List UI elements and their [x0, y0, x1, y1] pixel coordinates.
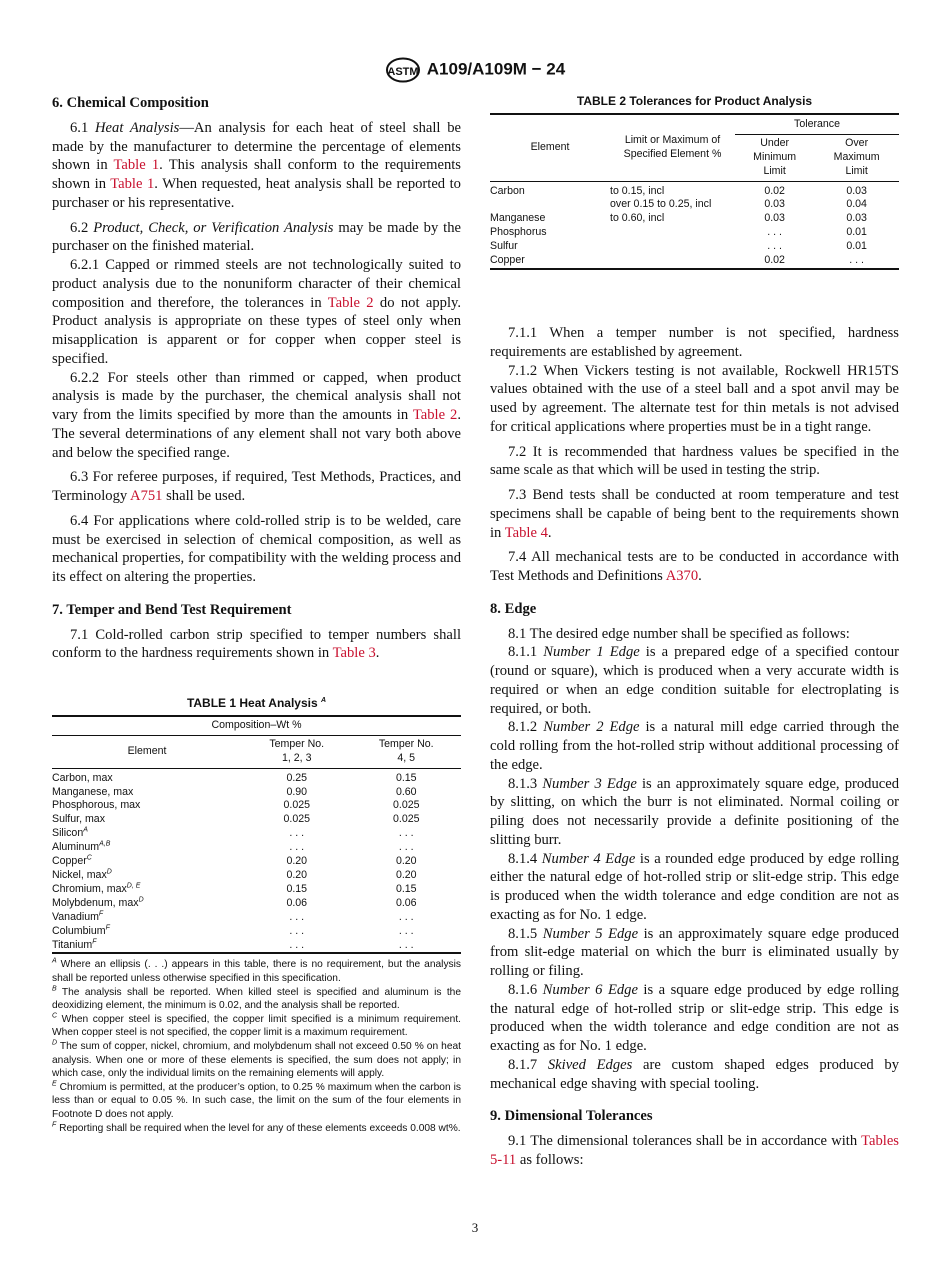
- text-run: 7. Temper and Bend Test Requirement: [52, 601, 292, 618]
- page-number: 3: [471, 1220, 479, 1235]
- footnote-mark: A: [83, 826, 88, 834]
- cell-el: Phosphorus: [490, 226, 547, 239]
- table-row: [52, 897, 461, 911]
- document-designation: A109/A109M − 24: [426, 59, 566, 79]
- cell-v1: . . .: [289, 841, 305, 854]
- table-row: [490, 254, 899, 269]
- cell-under: 0.02: [764, 254, 785, 267]
- text-run: .: [375, 645, 380, 662]
- footnote-text: The sum of copper, nickel, chromium, and molybdenum shall not exceed 0.50 % on heat analysis. When one or more of these elements is specified, the sum does not apply; in which case, only the individual limits on the remaining elements will apply.: [52, 1040, 461, 1080]
- cell-v2: . . .: [398, 938, 414, 951]
- cell-v2: . . .: [398, 924, 414, 937]
- cross-reference-link[interactable]: Tables 5-11: [490, 1133, 899, 1168]
- text-run: 8.1.7: [508, 1056, 548, 1073]
- cell-under: 0.03: [764, 212, 785, 225]
- cross-reference-link[interactable]: A370: [665, 568, 699, 584]
- svg-text:ASTM: ASTM: [387, 66, 419, 78]
- element-name: Chromium, max: [52, 882, 127, 895]
- footnote-mark: F: [105, 924, 110, 932]
- page-header: [0, 57, 950, 83]
- element-name: Manganese, max: [52, 785, 134, 798]
- text-run: are custom shaped edges produced by mechanical edge shaving with special tooling.: [490, 1056, 899, 1092]
- cell-element: [52, 939, 242, 954]
- cell-v2: 0.20: [395, 855, 417, 868]
- cell-v1: . . .: [289, 827, 305, 840]
- paragraph: [490, 1056, 899, 1094]
- paragraph: [52, 626, 461, 664]
- cell-v1: 0.90: [286, 785, 308, 798]
- element-name: Phosphorous, max: [52, 799, 141, 812]
- cell-over: 0.01: [846, 226, 867, 239]
- section-heading: [52, 94, 461, 113]
- cell-el: Carbon: [490, 184, 525, 197]
- table-1-caption: [52, 697, 461, 711]
- footnote-mark: C: [52, 1012, 58, 1020]
- col-header-temper-1-2-3: Temper No. 1, 2, 3: [242, 735, 352, 768]
- astm-logo-icon: [385, 57, 421, 83]
- table-row: [52, 827, 461, 841]
- italic-term: Heat Analysis: [95, 119, 180, 136]
- cell-v1: 0.15: [286, 882, 308, 895]
- cell-over: . . .: [849, 254, 864, 267]
- cell-el: Sulfur: [490, 240, 518, 253]
- text-run: is a natural mill edge carried through the cold rolling from the hot-rolled strip without additional processing of the edge.: [490, 719, 899, 773]
- cell-element: [52, 813, 242, 827]
- table-row: [52, 855, 461, 869]
- cell-v2: . . .: [398, 827, 414, 840]
- cell-v2: 0.20: [395, 868, 417, 881]
- element-name: Silicon: [52, 827, 84, 840]
- cell-v2: . . .: [398, 841, 414, 854]
- table-footnote: [52, 1122, 461, 1136]
- paragraph: [490, 548, 899, 586]
- cell-element: [52, 925, 242, 939]
- table-2-caption: TABLE 2 Tolerances for Product Analysis: [576, 94, 813, 108]
- footnote-mark: B: [52, 985, 57, 993]
- table-row: [52, 911, 461, 925]
- italic-term: Number 1 Edge: [543, 644, 640, 661]
- element-name: Carbon, max: [52, 771, 113, 784]
- text-run: 7.1 Cold-rolled carbon strip specified to temper numbers shall conform to the hardness requirements shown in: [52, 626, 461, 662]
- table-footnote: [52, 1040, 461, 1081]
- text-run: .: [698, 568, 702, 584]
- paragraph: [490, 925, 899, 981]
- italic-term: Number 2 Edge: [543, 719, 640, 736]
- table-1-caption-text: TABLE 1 Heat Analysis: [186, 696, 318, 710]
- cell-element: [52, 855, 242, 869]
- footnote-text: Where an ellipsis (. . .) appears in this table, there is no requirement, but the analysis shall be reported unless otherwise specified in this specification.: [52, 959, 461, 984]
- element-name: Molybdenum, max: [52, 896, 139, 909]
- section-heading: [490, 1107, 899, 1126]
- text-run: 7.1.2 When Vickers testing is not available, Rockwell HR15TS values obtained with the use of a steel ball and a spot anvil may be used by agreement. The alternate test for thin metals is not advised for critical applications where properties must be in a tight range.: [490, 362, 899, 435]
- col-header-element: Element: [52, 735, 242, 768]
- table-footnote: [52, 1013, 461, 1040]
- left-column: [52, 94, 461, 663]
- cell-v1: . . .: [289, 910, 305, 923]
- footnote-mark: D: [106, 868, 112, 876]
- text-run: 6.2: [70, 219, 94, 236]
- col-header-under: Under Minimum Limit: [735, 134, 814, 181]
- italic-term: Number 6 Edge: [542, 981, 638, 998]
- table-row: [490, 181, 899, 198]
- cell-v2: 0.15: [395, 771, 417, 784]
- cell-v2: 0.60: [395, 785, 417, 798]
- text-run: is an approximately square edge, produced by slitting, on which the burr is not eliminated. Normal coiling or piling does not necessarily provide a definite positioning of the slitting burr.: [490, 775, 899, 848]
- text-run: 8.1.1: [508, 644, 544, 661]
- text-run: 6.2.1 Capped or rimmed steels are not technologically suited to product analysis due to the nonuniform character of their chemical composition and therefore, the tolerances in: [52, 257, 461, 311]
- element-name: Titanium: [52, 938, 93, 951]
- text-run: 7.3 Bend tests shall be conducted at room temperature and test specimens shall be capable of being bent to the requirements shown in: [490, 487, 899, 541]
- element-name: Copper: [52, 855, 87, 868]
- table-row: [52, 813, 461, 827]
- text-run: 7.2 It is recommended that hardness values be specified in the same scale as that which will be used in testing the strip.: [490, 443, 899, 479]
- text-run: —An analysis for each heat of steel shall be made by the manufacturer to determine the percentage of elements shown in: [52, 119, 461, 174]
- cell-element: [52, 897, 242, 911]
- text-run: 6.1: [70, 119, 95, 136]
- col-header-temper-4-5: Temper No. 4, 5: [352, 735, 462, 768]
- cell-element: [52, 768, 242, 785]
- col-group-tolerance: Tolerance: [735, 114, 899, 134]
- paragraph: [490, 324, 899, 362]
- paragraph: [490, 1132, 899, 1170]
- cross-reference-link[interactable]: Table 4: [504, 524, 548, 541]
- cell-el: Copper: [490, 254, 525, 267]
- cross-reference-link[interactable]: Table 2: [327, 294, 374, 311]
- italic-term: Number 3 Edge: [542, 775, 637, 792]
- table-row: [52, 883, 461, 897]
- paragraph: [52, 468, 461, 506]
- paragraph: [52, 369, 461, 463]
- paragraph: [490, 625, 899, 644]
- text-run: 6.2.2 For steels other than rimmed or capped, when product analysis is made by the purchaser, the chemical analysis shall not vary from the limits specified by more than the amounts in: [52, 369, 461, 423]
- cell-limit: [610, 240, 735, 254]
- cell-v1: . . .: [289, 938, 305, 951]
- cell-v1: 0.06: [286, 896, 308, 909]
- paragraph: [490, 981, 899, 1056]
- footnote-text: The analysis shall be reported. When killed steel is specified and aluminum is the deoxidizing element, the minimum is 0.02, and the analysis shall be reported.: [52, 986, 461, 1012]
- cell-element: [52, 799, 242, 813]
- cell-v1: 0.025: [283, 813, 310, 826]
- cell-over: 0.04: [846, 198, 867, 211]
- table-footnote: [52, 986, 461, 1013]
- cell-element: [52, 911, 242, 925]
- text-run: 8.1.4: [508, 850, 542, 867]
- cell-limit: to 0.60, incl: [610, 212, 665, 225]
- cell-v1: 0.20: [286, 868, 308, 881]
- italic-term: Skived Edges: [547, 1056, 633, 1073]
- footnote-mark: D, E: [126, 882, 141, 890]
- text-run: 9. Dimensional Tolerances: [490, 1108, 653, 1125]
- cell-element: [52, 827, 242, 841]
- table-footnote: [52, 1081, 461, 1122]
- table-row: [52, 925, 461, 939]
- text-run: 8.1 The desired edge number shall be specified as follows:: [508, 625, 850, 642]
- paragraph: [490, 775, 899, 850]
- text-run: 8.1.2: [508, 719, 544, 736]
- cross-reference-link[interactable]: Table 2: [412, 407, 458, 423]
- paragraph: [490, 486, 899, 542]
- cell-v1: . . .: [289, 924, 305, 937]
- cell-v1: 0.20: [286, 855, 308, 868]
- text-run: 6.4 For applications where cold-rolled strip is to be welded, care must be exercised in selection of chemical composition, as well as mechanical properties, for compatibility with the welding process and its effect on altering the properties.: [52, 512, 461, 585]
- table-2: [490, 95, 899, 270]
- cell-el: [490, 198, 610, 212]
- cell-over: 0.03: [846, 212, 867, 225]
- cell-v1: 0.025: [283, 799, 310, 812]
- cell-el: Manganese: [490, 212, 546, 225]
- table-1-footnotes: [52, 958, 461, 1135]
- text-run: . When requested, heat analysis shall be reported to purchaser or his representative.: [52, 176, 461, 211]
- cross-reference-link[interactable]: Table 3: [332, 645, 376, 662]
- table-row: [490, 198, 899, 212]
- table-footnote: [52, 958, 461, 985]
- text-run: may be made by the purchaser on the finished material.: [52, 219, 462, 255]
- italic-term: Number 4 Edge: [541, 850, 636, 867]
- footnote-mark: A: [52, 958, 57, 966]
- cell-element: [52, 869, 242, 883]
- footnote-text: Chromium is permitted, at the producer’s option, to 0.25 % maximum when the carbon is less than or equal to 0.05 %. In such case, the limit on the sum of the four elements in Footnote D does not apply.: [52, 1081, 461, 1120]
- col-group-composition: Composition–Wt %: [52, 716, 461, 735]
- cell-v2: 0.025: [392, 799, 420, 812]
- table-row: [52, 799, 461, 813]
- cross-reference-link[interactable]: Table 1: [110, 176, 155, 192]
- text-run: is a prepared edge of a specified contour (round or square), which is produced when a very accurate width is required or when an edge condition suitable for electroplating is required, or both.: [490, 644, 899, 717]
- text-run: is an approximately square edge produced from slit-edge material on which the burr is eliminated usually by rolling or filing.: [490, 925, 899, 979]
- paragraph: [490, 362, 899, 437]
- footnote-mark: A,B: [99, 840, 111, 848]
- text-run: 7.4 All mechanical tests are to be conducted in accordance with Test Methods and Definitions: [490, 549, 899, 584]
- paragraph: [52, 219, 461, 257]
- section-heading: [52, 601, 461, 620]
- cell-element: [52, 786, 242, 800]
- table-row: [52, 939, 461, 954]
- table-row: [52, 841, 461, 855]
- cell-under: 0.03: [764, 198, 785, 211]
- text-run: . The several determinations of any element shall not vary both above and below the specified range.: [52, 407, 461, 461]
- right-column: [490, 324, 899, 1170]
- caption-footnote-mark: A: [321, 697, 327, 704]
- table-row: [490, 240, 899, 254]
- paragraph: [490, 643, 899, 718]
- table-row: [52, 869, 461, 883]
- text-run: 6. Chemical Composition: [52, 95, 209, 111]
- text-run: shall be used.: [162, 488, 246, 504]
- italic-term: Product, Check, or Verification Analysis: [93, 219, 334, 236]
- footnote-text: Reporting shall be required when the level for any of these elements exceeds 0.008 wt%.: [56, 1122, 461, 1134]
- text-run: 8.1.5: [508, 925, 543, 942]
- italic-term: Number 5 Edge: [542, 925, 639, 942]
- col-header-limit: Limit or Maximum of Specified Element %: [610, 114, 735, 181]
- table-row: [52, 768, 461, 785]
- table-row: [490, 226, 899, 240]
- footnote-mark: D: [138, 896, 144, 904]
- paragraph: [490, 443, 899, 481]
- cell-v2: . . .: [398, 910, 414, 923]
- text-run: do not apply. Product analysis is appropriate on these types of steel only when misapplication is apparent or for copper when copper steel is specified.: [52, 294, 461, 367]
- cross-reference-link[interactable]: Table 1: [113, 157, 160, 174]
- text-run: is a square edge produced by edge rolling the natural edge of hot-rolled strip or slit-edge strip. This edge is produced when the width tolerance and edge condition are not as exacting as for No. 1 edge.: [490, 981, 899, 1054]
- text-run: 8. Edge: [490, 600, 537, 617]
- text-run: as follows:: [516, 1151, 584, 1168]
- element-name: Vanadium: [52, 910, 99, 923]
- col-header-over: Over Maximum Limit: [814, 134, 899, 181]
- footnote-text: When copper steel is specified, the copper limit specified is a minimum requirement. When copper steel is not specified, the copper limit is a maximum requirement.: [52, 1013, 461, 1039]
- cell-v2: 0.15: [395, 882, 417, 895]
- text-run: is a rounded edge produced by edge rolling either the natural edge of hot-rolled strip or slit-edge strip. This edge is produced when the width tolerance and edge condition are not as exacting as for No. 1 edge.: [490, 850, 900, 923]
- footnote-mark: E: [52, 1080, 57, 1088]
- cell-limit: to 0.15, incl: [610, 184, 665, 197]
- element-name: Aluminum: [52, 841, 100, 854]
- element-name: Sulfur, max: [52, 813, 105, 826]
- footnote-mark: F: [98, 910, 104, 918]
- table-row: [52, 786, 461, 800]
- text-run: 6.3 For referee purposes, if required, Test Methods, Practices, and Terminology: [52, 469, 461, 504]
- table-1: [52, 697, 461, 1135]
- footnote-mark: F: [92, 937, 97, 945]
- col-header-element: Element: [490, 114, 610, 181]
- text-run: 8.1.3: [508, 775, 543, 792]
- text-run: 7.1.1 When a temper number is not specified, hardness requirements are established by agreement.: [490, 325, 899, 360]
- cross-reference-link[interactable]: A751: [130, 488, 163, 504]
- cell-v2: 0.06: [395, 896, 417, 909]
- text-run: 8.1.6: [508, 981, 543, 998]
- footnote-mark: C: [86, 854, 92, 862]
- cell-element: [52, 841, 242, 855]
- footnote-mark: D: [52, 1039, 58, 1047]
- paragraph: [490, 718, 899, 774]
- paragraph: [52, 256, 461, 369]
- table-row: [490, 212, 899, 226]
- cell-limit: [610, 254, 735, 269]
- cell-over: 0.03: [846, 184, 867, 197]
- cell-under: . . .: [767, 240, 782, 253]
- footnote-mark: F: [52, 1121, 57, 1129]
- cell-limit: over 0.15 to 0.25, incl: [610, 198, 712, 211]
- cell-v1: 0.25: [286, 771, 308, 784]
- cell-under: 0.02: [764, 184, 785, 197]
- element-name: Columbium: [52, 924, 106, 937]
- paragraph: [52, 512, 461, 587]
- cell-limit: [610, 226, 735, 240]
- text-run: . This analysis shall conform to the requirements shown in: [52, 157, 461, 192]
- paragraph: [52, 119, 461, 213]
- cell-under: . . .: [767, 226, 782, 239]
- cell-v2: 0.025: [392, 813, 420, 826]
- cell-over: 0.01: [846, 240, 867, 253]
- text-run: 9.1 The dimensional tolerances shall be in accordance with: [508, 1133, 862, 1149]
- paragraph: [490, 850, 899, 925]
- text-run: .: [547, 524, 552, 541]
- cell-element: [52, 883, 242, 897]
- section-heading: [490, 600, 899, 619]
- element-name: Nickel, max: [52, 868, 107, 881]
